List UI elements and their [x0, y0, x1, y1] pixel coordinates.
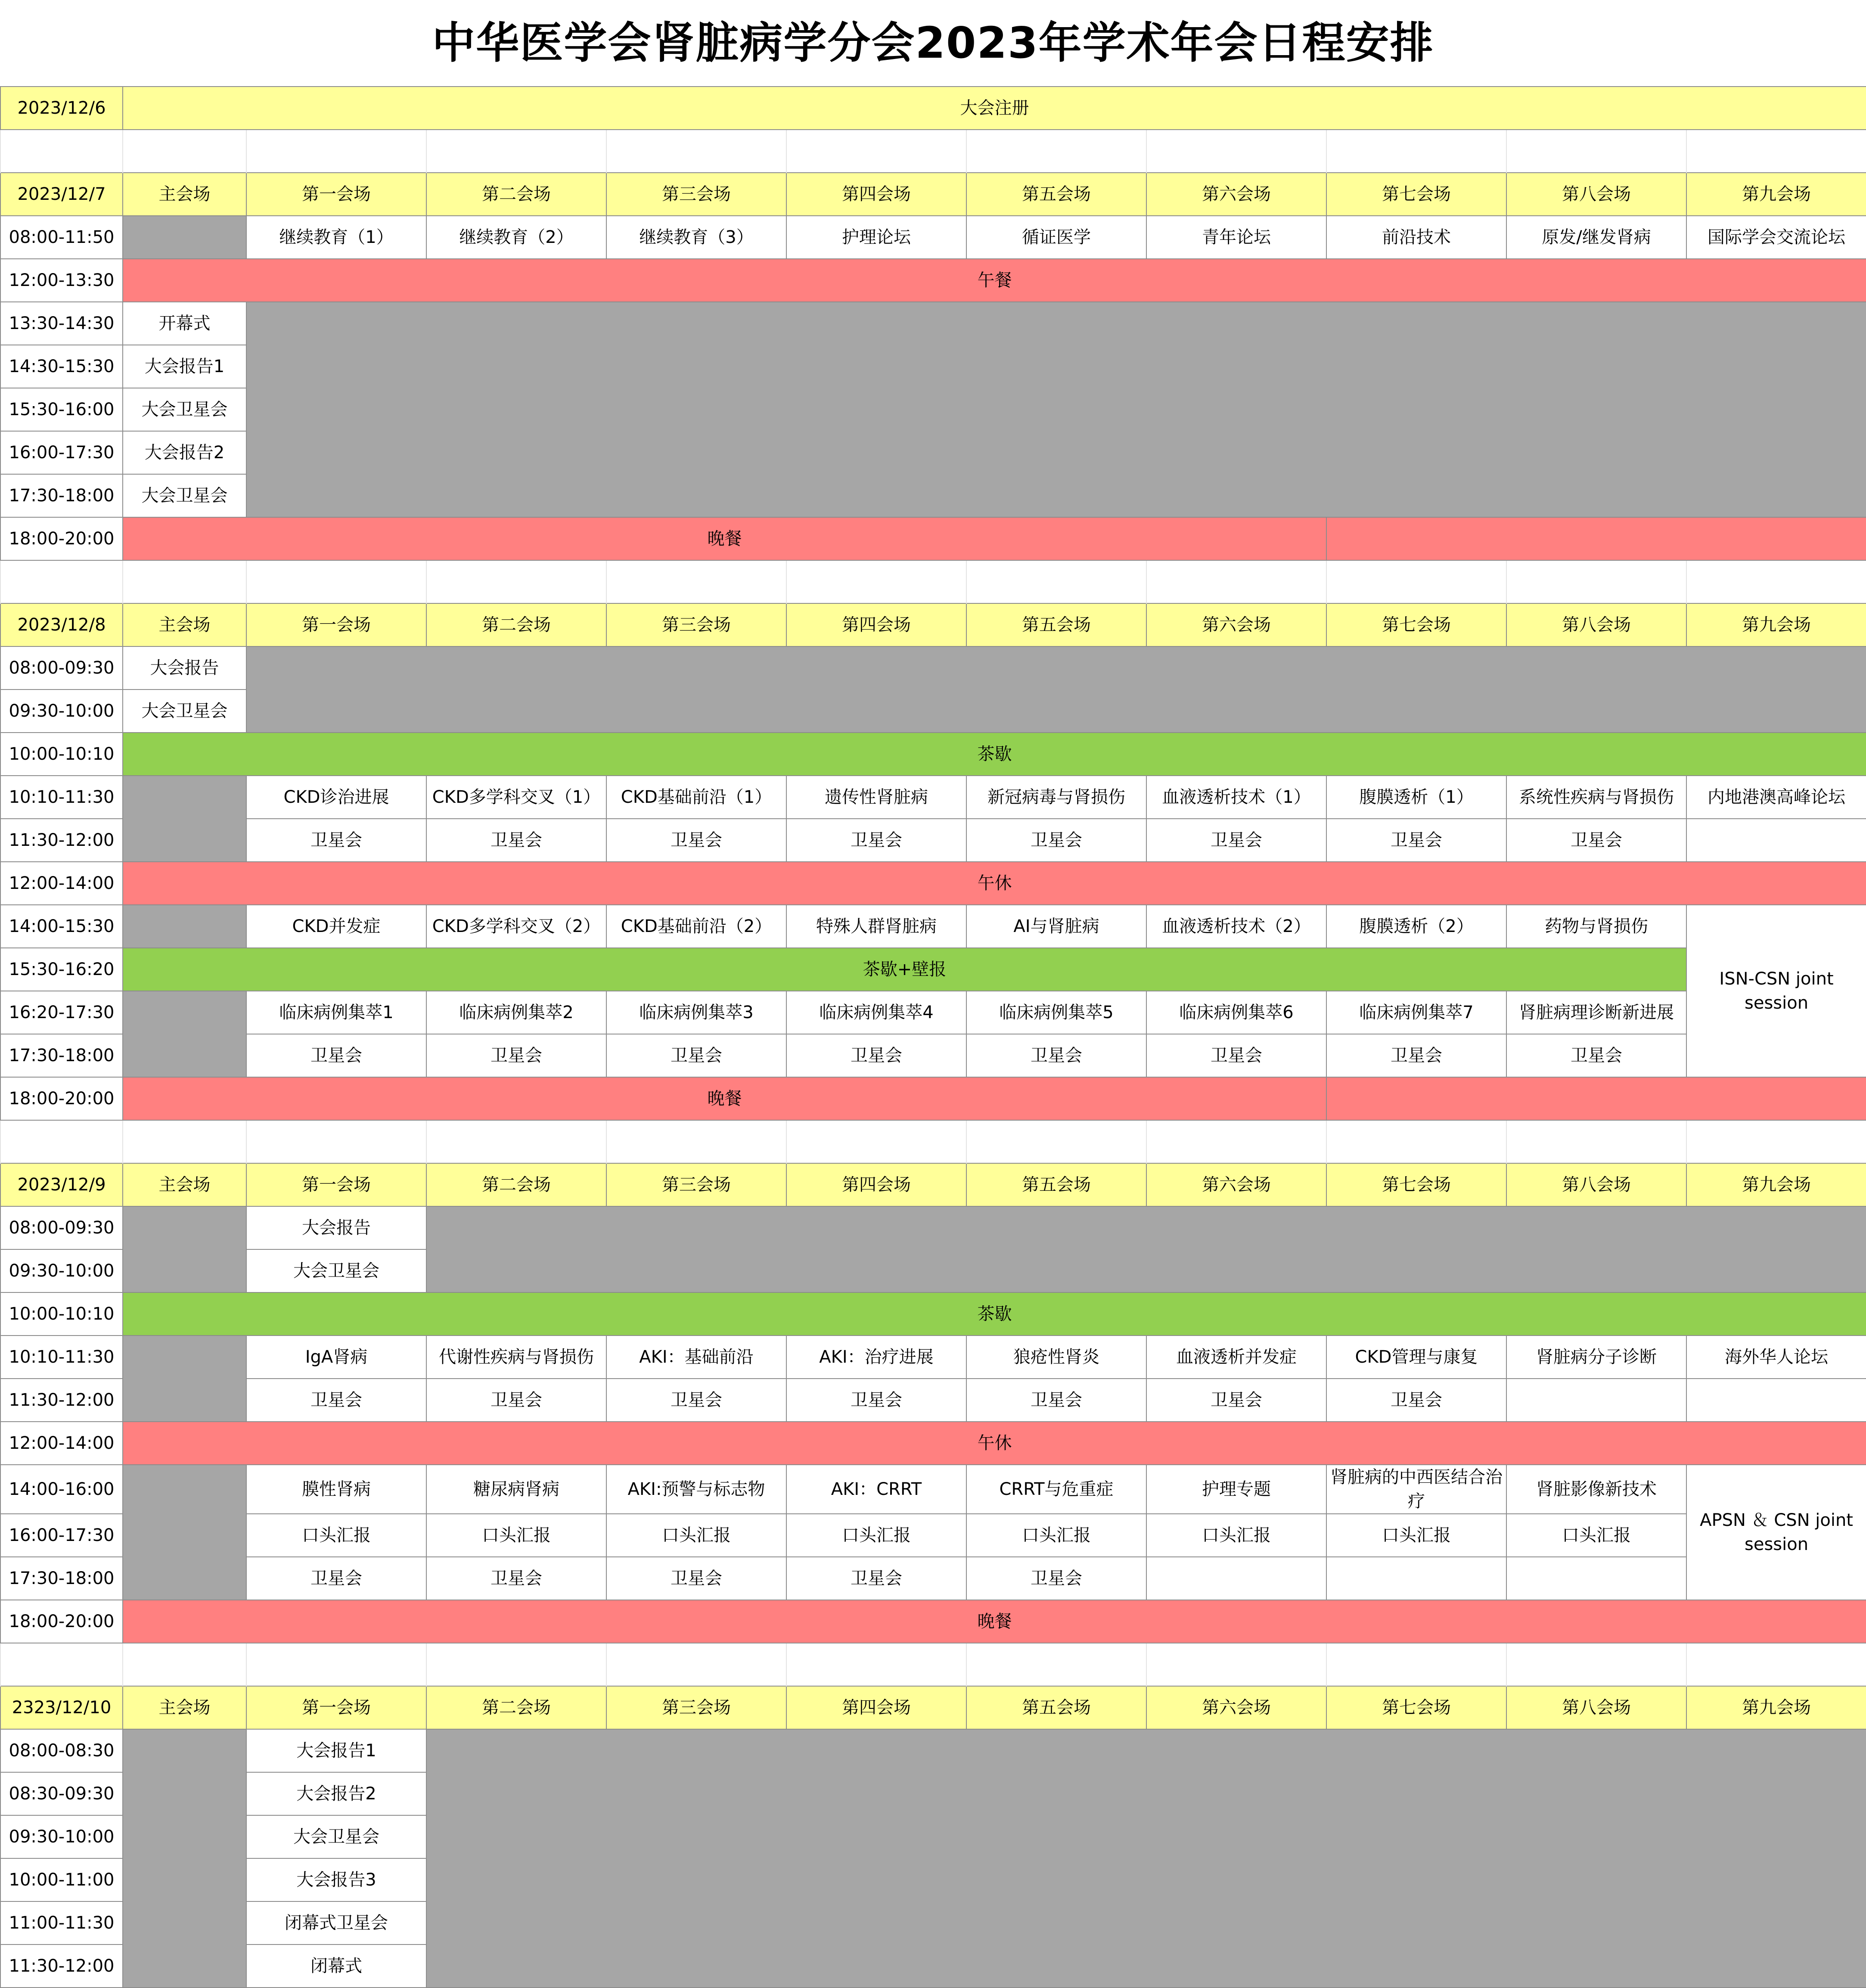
tea-break-cell: 茶歇	[123, 733, 1866, 776]
venue-header-cell: 第九会场	[1686, 173, 1866, 216]
spacer-cell	[246, 560, 426, 603]
first-hall-cell: 大会报告3	[246, 1858, 426, 1901]
time-cell: 11:30-12:00	[0, 1379, 123, 1422]
session-row	[0, 1379, 1866, 1422]
plenary-row	[0, 302, 1866, 345]
spacer-cell	[1506, 560, 1686, 603]
venue-header-cell: 第一会场	[246, 1686, 426, 1729]
venue-header-cell: 主会场	[123, 173, 246, 216]
spacer-cell	[0, 1643, 123, 1686]
spacer-cell	[1506, 1643, 1686, 1686]
main-hall-cell: 大会报告1	[123, 345, 246, 388]
venue-header-cell: 第七会场	[1326, 1686, 1506, 1729]
session-cell: 临床病例集萃6	[1146, 991, 1326, 1034]
session-cell: 临床病例集萃5	[966, 991, 1146, 1034]
time-cell: 09:30-10:00	[0, 1815, 123, 1858]
session-row	[0, 1465, 1866, 1514]
session-cell: 海外华人论坛	[1686, 1336, 1866, 1379]
session-cell: 循证医学	[966, 216, 1146, 259]
spacer-cell	[606, 1120, 786, 1163]
time-cell: 10:00-10:10	[0, 733, 123, 776]
session-cell	[1146, 1557, 1326, 1600]
unavailable-block	[246, 646, 1866, 733]
dinner-cell: 晚餐	[123, 517, 1326, 560]
session-cell: 护理专题	[1146, 1465, 1326, 1514]
spacer-cell	[1146, 130, 1326, 173]
session-cell: 卫星会	[786, 1034, 966, 1077]
session-cell: 卫星会	[606, 819, 786, 862]
main-hall-cell: 大会报告2	[123, 431, 246, 474]
time-cell: 15:30-16:20	[0, 948, 123, 991]
session-cell: 肾脏影像新技术	[1506, 1465, 1686, 1514]
first-hall-cell: 大会报告2	[246, 1772, 426, 1815]
session-cell: 卫星会	[786, 819, 966, 862]
session-cell: 卫星会	[246, 1034, 426, 1077]
tea-break-row	[0, 948, 1866, 991]
spacer-cell	[426, 560, 606, 603]
session-cell	[1686, 819, 1866, 862]
session-cell: 国际学会交流论坛	[1686, 216, 1866, 259]
session-cell: AKI：治疗进展	[786, 1336, 966, 1379]
time-cell: 18:00-20:00	[0, 1600, 123, 1643]
session-row	[0, 819, 1866, 862]
session-cell: 口头汇报	[606, 1514, 786, 1557]
session-cell: 血液透析并发症	[1146, 1336, 1326, 1379]
time-cell: 18:00-20:00	[0, 1077, 123, 1120]
venue-header-cell: 第九会场	[1686, 1686, 1866, 1729]
session-cell: 腹膜透析（1）	[1326, 776, 1506, 819]
joint-session-cell: APSN ＆ CSN joint session	[1686, 1465, 1866, 1600]
venue-header-cell: 主会场	[123, 603, 246, 646]
session-cell: 卫星会	[246, 819, 426, 862]
spacer-cell	[0, 130, 123, 173]
session-cell	[1506, 1557, 1686, 1600]
registration-row	[0, 87, 1866, 130]
session-cell: 狼疮性肾炎	[966, 1336, 1146, 1379]
venue-header-cell: 第二会场	[426, 603, 606, 646]
session-cell: 卫星会	[966, 1557, 1146, 1600]
venue-header-cell: 第八会场	[1506, 603, 1686, 646]
spacer-cell	[1146, 560, 1326, 603]
lunch-row	[0, 259, 1866, 302]
venue-header-cell: 第九会场	[1686, 603, 1866, 646]
registration-cell: 大会注册	[123, 87, 1866, 130]
venue-header-cell: 第六会场	[1146, 603, 1326, 646]
spacer-cell	[123, 1120, 246, 1163]
dinner-extension-cell	[1326, 517, 1866, 560]
unavailable-cell	[123, 1729, 246, 1988]
spacer-cell	[966, 130, 1146, 173]
spacer-row	[0, 1643, 1866, 1686]
venue-header-cell: 第六会场	[1146, 173, 1326, 216]
time-cell: 08:30-09:30	[0, 1772, 123, 1815]
session-cell: 临床病例集萃2	[426, 991, 606, 1034]
spacer-cell	[1506, 1120, 1686, 1163]
time-cell: 18:00-20:00	[0, 517, 123, 560]
session-cell	[1686, 1379, 1866, 1422]
session-row	[0, 1514, 1866, 1557]
spacer-cell	[123, 130, 246, 173]
session-cell: 继续教育（1）	[246, 216, 426, 259]
venue-header-cell: 第八会场	[1506, 1163, 1686, 1206]
venue-header-cell: 第三会场	[606, 603, 786, 646]
time-cell: 08:00-09:30	[0, 1206, 123, 1249]
venue-header-cell: 第五会场	[966, 173, 1146, 216]
unavailable-block	[426, 1729, 1866, 1988]
first-hall-cell: 大会卫星会	[246, 1249, 426, 1292]
time-cell: 17:30-18:00	[0, 1557, 123, 1600]
first-hall-cell: 大会报告1	[246, 1729, 426, 1772]
session-cell: AKI:预警与标志物	[606, 1465, 786, 1514]
spacer-cell	[1326, 560, 1506, 603]
session-cell: 临床病例集萃7	[1326, 991, 1506, 1034]
session-cell: 糖尿病肾病	[426, 1465, 606, 1514]
session-cell: 卫星会	[1146, 819, 1326, 862]
time-cell: 16:20-17:30	[0, 991, 123, 1034]
venue-header-cell: 第七会场	[1326, 603, 1506, 646]
time-cell: 11:30-12:00	[0, 1945, 123, 1988]
venue-header-cell: 第五会场	[966, 603, 1146, 646]
dinner-cell: 晚餐	[123, 1600, 1866, 1643]
session-cell: 护理论坛	[786, 216, 966, 259]
spacer-cell	[123, 560, 246, 603]
time-cell: 10:00-11:00	[0, 1858, 123, 1901]
session-cell: 卫星会	[1326, 1034, 1506, 1077]
time-cell: 11:00-11:30	[0, 1901, 123, 1945]
session-cell: 卫星会	[966, 819, 1146, 862]
spacer-cell	[966, 1643, 1146, 1686]
spacer-cell	[1326, 1643, 1506, 1686]
venue-header-cell: 第二会场	[426, 173, 606, 216]
time-cell: 09:30-10:00	[0, 1249, 123, 1292]
venue-header-cell: 第八会场	[1506, 173, 1686, 216]
unavailable-cell	[123, 1336, 246, 1422]
tea-break-row	[0, 1292, 1866, 1336]
session-cell: CKD管理与康复	[1326, 1336, 1506, 1379]
session-row	[0, 216, 1866, 259]
spacer-cell	[426, 1643, 606, 1686]
date-cell: 2023/12/8	[0, 603, 123, 646]
time-cell: 16:00-17:30	[0, 431, 123, 474]
session-row	[0, 1336, 1866, 1379]
date-cell: 2323/12/10	[0, 1686, 123, 1729]
unavailable-block	[426, 1206, 1866, 1292]
lunch-rest-row	[0, 862, 1866, 905]
date-cell: 2023/12/6	[0, 87, 123, 130]
session-cell: 卫星会	[1146, 1379, 1326, 1422]
venue-header-cell: 第四会场	[786, 1686, 966, 1729]
venue-header-cell: 第六会场	[1146, 1163, 1326, 1206]
time-cell: 17:30-18:00	[0, 1034, 123, 1077]
session-row	[0, 776, 1866, 819]
session-cell: 口头汇报	[426, 1514, 606, 1557]
session-cell: 口头汇报	[1506, 1514, 1686, 1557]
venue-header-cell: 第一会场	[246, 1163, 426, 1206]
session-cell: CKD并发症	[246, 905, 426, 948]
lunch-rest-cell: 午休	[123, 862, 1866, 905]
session-cell: 口头汇报	[246, 1514, 426, 1557]
unavailable-cell	[123, 1465, 246, 1600]
venue-header-cell: 第二会场	[426, 1686, 606, 1729]
spacer-cell	[246, 1643, 426, 1686]
first-hall-cell: 闭幕式	[246, 1945, 426, 1988]
session-cell: 青年论坛	[1146, 216, 1326, 259]
main-hall-cell: 大会卫星会	[123, 690, 246, 733]
time-cell: 11:30-12:00	[0, 819, 123, 862]
session-row	[0, 1034, 1866, 1077]
session-cell: AI与肾脏病	[966, 905, 1146, 948]
time-cell: 10:00-10:10	[0, 1292, 123, 1336]
venue-header-cell: 第一会场	[246, 173, 426, 216]
spacer-cell	[786, 560, 966, 603]
venue-header-cell: 主会场	[123, 1163, 246, 1206]
session-cell: 内地港澳高峰论坛	[1686, 776, 1866, 819]
session-cell: 血液透析技术（1）	[1146, 776, 1326, 819]
session-cell: 药物与肾损伤	[1506, 905, 1686, 948]
unavailable-cell	[123, 776, 246, 862]
tea-break-row	[0, 733, 1866, 776]
session-cell: CKD基础前沿（1）	[606, 776, 786, 819]
spacer-cell	[606, 1643, 786, 1686]
time-cell: 10:10-11:30	[0, 1336, 123, 1379]
spacer-cell	[1686, 560, 1866, 603]
session-cell: 腹膜透析（2）	[1326, 905, 1506, 948]
spacer-cell	[123, 1643, 246, 1686]
venue-header-cell: 第四会场	[786, 1163, 966, 1206]
main-hall-cell: 开幕式	[123, 302, 246, 345]
session-cell: CKD诊治进展	[246, 776, 426, 819]
session-cell: 卫星会	[1506, 819, 1686, 862]
dinner-extension-cell	[1326, 1077, 1866, 1120]
venue-header-cell: 第四会场	[786, 173, 966, 216]
plenary-row	[0, 646, 1866, 690]
session-cell: 前沿技术	[1326, 216, 1506, 259]
first-hall-cell: 大会卫星会	[246, 1815, 426, 1858]
time-cell: 15:30-16:00	[0, 388, 123, 431]
time-cell: 08:00-09:30	[0, 646, 123, 690]
session-cell: 代谢性疾病与肾损伤	[426, 1336, 606, 1379]
first-hall-cell: 大会报告	[246, 1206, 426, 1249]
spacer-cell	[606, 130, 786, 173]
time-cell: 12:00-14:00	[0, 1422, 123, 1465]
time-cell: 13:30-14:30	[0, 302, 123, 345]
session-cell: CKD多学科交叉（2）	[426, 905, 606, 948]
session-cell: 口头汇报	[1326, 1514, 1506, 1557]
tea-poster-cell: 茶歇+壁报	[123, 948, 1686, 991]
spacer-cell	[1146, 1643, 1326, 1686]
venue-header-cell: 第三会场	[606, 1163, 786, 1206]
venue-header-cell: 第五会场	[966, 1163, 1146, 1206]
spacer-row	[0, 130, 1866, 173]
session-cell: 卫星会	[1506, 1034, 1686, 1077]
tea-break-cell: 茶歇	[123, 1292, 1866, 1336]
page-title: 中华医学会肾脏病学分会2023年学术年会日程安排	[432, 18, 1434, 68]
main-hall-cell: 大会报告	[123, 646, 246, 690]
venue-header-row	[0, 1163, 1866, 1206]
dinner-row	[0, 1077, 1866, 1120]
spacer-cell	[786, 1643, 966, 1686]
spacer-cell	[1686, 1643, 1866, 1686]
session-cell: 肾脏病理诊断新进展	[1506, 991, 1686, 1034]
spacer-cell	[246, 130, 426, 173]
spacer-row	[0, 560, 1866, 603]
spacer-cell	[426, 130, 606, 173]
session-cell: 卫星会	[1326, 819, 1506, 862]
session-cell: 卫星会	[966, 1379, 1146, 1422]
session-cell: CRRT与危重症	[966, 1465, 1146, 1514]
session-cell: 卫星会	[246, 1557, 426, 1600]
lunch-rest-cell: 午休	[123, 1422, 1866, 1465]
plenary-row	[0, 1206, 1866, 1249]
session-cell: 卫星会	[606, 1557, 786, 1600]
date-cell: 2023/12/9	[0, 1163, 123, 1206]
venue-header-cell: 第七会场	[1326, 1163, 1506, 1206]
spacer-cell	[0, 560, 123, 603]
time-cell: 10:10-11:30	[0, 776, 123, 819]
schedule-table	[0, 86, 1866, 1988]
spacer-cell	[786, 1120, 966, 1163]
session-cell: 系统性疾病与肾损伤	[1506, 776, 1686, 819]
session-cell: 临床病例集萃1	[246, 991, 426, 1034]
unavailable-cell	[123, 991, 246, 1077]
session-cell: 口头汇报	[786, 1514, 966, 1557]
session-cell: 卫星会	[426, 1379, 606, 1422]
session-cell	[1326, 1557, 1506, 1600]
session-cell: 肾脏病分子诊断	[1506, 1336, 1686, 1379]
session-cell: 口头汇报	[1146, 1514, 1326, 1557]
session-cell: 卫星会	[786, 1557, 966, 1600]
spacer-cell	[246, 1120, 426, 1163]
unavailable-cell	[123, 905, 246, 948]
session-cell: 原发/继发肾病	[1506, 216, 1686, 259]
dinner-row	[0, 1600, 1866, 1643]
time-cell: 12:00-14:00	[0, 862, 123, 905]
venue-header-cell: 第一会场	[246, 603, 426, 646]
time-cell: 08:00-08:30	[0, 1729, 123, 1772]
spacer-cell	[966, 1120, 1146, 1163]
session-cell: CKD多学科交叉（1）	[426, 776, 606, 819]
venue-header-cell: 第二会场	[426, 1163, 606, 1206]
session-cell: 卫星会	[966, 1034, 1146, 1077]
dinner-cell: 晚餐	[123, 1077, 1326, 1120]
session-cell: 膜性肾病	[246, 1465, 426, 1514]
venue-header-row	[0, 603, 1866, 646]
time-cell: 14:00-16:00	[0, 1465, 123, 1514]
lunch-cell: 午餐	[123, 259, 1866, 302]
session-row	[0, 991, 1866, 1034]
spacer-cell	[1686, 1120, 1866, 1163]
date-cell: 2023/12/7	[0, 173, 123, 216]
venue-header-cell: 第五会场	[966, 1686, 1146, 1729]
main-hall-cell: 大会卫星会	[123, 388, 246, 431]
spacer-cell	[606, 560, 786, 603]
time-cell: 14:00-15:30	[0, 905, 123, 948]
time-cell: 09:30-10:00	[0, 690, 123, 733]
session-row	[0, 905, 1866, 948]
joint-session-cell: ISN-CSN joint session	[1686, 905, 1866, 1077]
time-cell: 17:30-18:00	[0, 474, 123, 517]
spacer-cell	[1326, 130, 1506, 173]
dinner-row	[0, 517, 1866, 560]
session-cell: 特殊人群肾脏病	[786, 905, 966, 948]
spacer-cell	[1506, 130, 1686, 173]
session-cell: 卫星会	[426, 1557, 606, 1600]
session-cell: 遗传性肾脏病	[786, 776, 966, 819]
time-cell: 08:00-11:50	[0, 216, 123, 259]
session-cell: 口头汇报	[966, 1514, 1146, 1557]
session-cell: 卫星会	[1146, 1034, 1326, 1077]
time-cell: 14:30-15:30	[0, 345, 123, 388]
session-cell: 肾脏病的中西医结合治疗	[1326, 1465, 1506, 1514]
venue-header-cell: 第八会场	[1506, 1686, 1686, 1729]
session-cell: AKI：CRRT	[786, 1465, 966, 1514]
venue-header-cell: 第九会场	[1686, 1163, 1866, 1206]
session-cell: 卫星会	[606, 1379, 786, 1422]
session-cell: 血液透析技术（2）	[1146, 905, 1326, 948]
venue-header-cell: 第三会场	[606, 173, 786, 216]
session-cell: 新冠病毒与肾损伤	[966, 776, 1146, 819]
venue-header-cell: 第七会场	[1326, 173, 1506, 216]
session-cell: AKI：基础前沿	[606, 1336, 786, 1379]
session-row	[0, 1557, 1866, 1600]
session-cell: 卫星会	[606, 1034, 786, 1077]
unavailable-block	[246, 302, 1866, 517]
session-cell: 卫星会	[246, 1379, 426, 1422]
first-hall-cell: 闭幕式卫星会	[246, 1901, 426, 1945]
venue-header-row	[0, 1686, 1866, 1729]
session-cell: 临床病例集萃3	[606, 991, 786, 1034]
spacer-row	[0, 1120, 1866, 1163]
time-cell: 12:00-13:30	[0, 259, 123, 302]
session-cell: 卫星会	[426, 819, 606, 862]
unavailable-cell	[123, 1206, 246, 1292]
spacer-cell	[1686, 130, 1866, 173]
spacer-cell	[966, 560, 1146, 603]
time-cell: 16:00-17:30	[0, 1514, 123, 1557]
main-hall-cell: 大会卫星会	[123, 474, 246, 517]
unavailable-cell	[123, 216, 246, 259]
venue-header-row	[0, 173, 1866, 216]
venue-header-cell: 第四会场	[786, 603, 966, 646]
session-cell: IgA肾病	[246, 1336, 426, 1379]
venue-header-cell: 主会场	[123, 1686, 246, 1729]
session-cell: CKD基础前沿（2）	[606, 905, 786, 948]
venue-header-cell: 第三会场	[606, 1686, 786, 1729]
spacer-cell	[1326, 1120, 1506, 1163]
session-cell: 卫星会	[1326, 1379, 1506, 1422]
lunch-rest-row	[0, 1422, 1866, 1465]
session-cell: 继续教育（2）	[426, 216, 606, 259]
session-cell	[1506, 1379, 1686, 1422]
session-cell: 卫星会	[426, 1034, 606, 1077]
venue-header-cell: 第六会场	[1146, 1686, 1326, 1729]
spacer-cell	[1146, 1120, 1326, 1163]
plenary-row	[0, 1729, 1866, 1772]
session-cell: 卫星会	[786, 1379, 966, 1422]
session-cell: 临床病例集萃4	[786, 991, 966, 1034]
session-cell: 继续教育（3）	[606, 216, 786, 259]
spacer-cell	[426, 1120, 606, 1163]
spacer-cell	[786, 130, 966, 173]
spacer-cell	[0, 1120, 123, 1163]
